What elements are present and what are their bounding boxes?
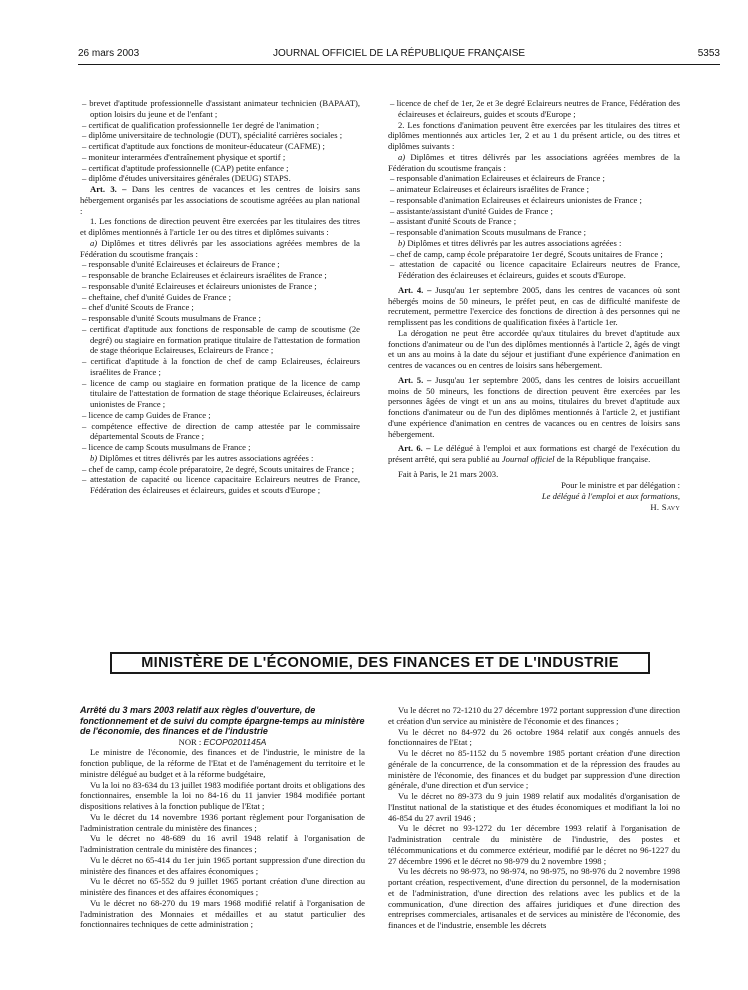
bottom-right-column — [388, 705, 680, 931]
sub-heading — [80, 238, 360, 260]
signature-name: H. Savy — [650, 501, 680, 512]
article-label: Art. 4. – — [398, 284, 432, 295]
list-item: – responsable d'animation Eclaireuses et éclaireurs unionistes de France ; — [390, 194, 642, 205]
list-item: – attestation de capacité ou licence capacitaire Eclaireurs neutres de France, Fédération des éclaireuses et éclaireurs, guides et scouts d'Europe. — [390, 259, 680, 280]
list-item: – diplôme d'études universitaires générales (DEUG) STAPS. — [82, 173, 291, 184]
sub-label: b) — [398, 237, 406, 248]
list-item: – animateur Eclaireuses et éclaireurs israélites de France ; — [390, 184, 589, 194]
header-journal-title: JOURNAL OFFICIEL DE LA RÉPUBLIQUE FRANÇAISE — [272, 48, 526, 59]
nor-label: NOR : — [178, 736, 204, 747]
article-text: Jusqu'au 1er septembre 2005, dans les centres de vacances où sont hébergés moins de 50 mineurs, le préfet peut, en cas de difficulté manifeste de recrutement, permettre l'exercice des fonctions de direction à des personnes qui ne remplissent pas les conditions de qualification fixées à l'article 1er. — [388, 284, 680, 327]
list-item: – responsable d'animation Scouts musulmans de France ; — [390, 227, 587, 237]
nor-reference — [80, 737, 365, 748]
signature-line: Pour le ministre et par délégation : — [561, 479, 680, 490]
paragraph: Vu le décret no 65-414 du 1er juin 1965 portant suppression d'une direction du ministère des finances et des affaires économiques ; — [80, 854, 365, 876]
list-item: – chef de camp, camp école préparatoire 1er degré, Scouts unitaires de France ; — [390, 248, 663, 259]
paragraph: Vu les décrets no 98-973, no 98-974, no 98-975, no 98-976 du 2 novembre 1998 portant création, respectivement, d'une direction du personnel, de la modernisation et de l'administration, d'une direction des relations avec les publics et de la communication, d'une direction des affaires juridiques et d'une direction des entreprises commerciales, artisanales et de services au ministère de l'économie, des finances et de l'industrie, ensemble les décrets — [388, 866, 680, 930]
list-item: – responsable d'unité Eclaireuses et éclaireurs de France ; — [82, 259, 280, 270]
sub-text: Diplômes et titres délivrés par les autres associations agréées : — [405, 237, 622, 248]
sub-text: Diplômes et titres délivrés par les associations agréées membres de la Fédération du scoutisme français : — [388, 151, 680, 173]
sub-heading — [80, 453, 360, 464]
article-text: Dans les centres de vacances et les centres de loisirs sans hébergement organisés par les associations de scoutisme agréées au plan national : — [80, 184, 360, 216]
list-item: – responsable d'unité Scouts musulmans de France ; — [82, 313, 261, 323]
paragraph: La dérogation ne peut être accordée qu'aux titulaires du brevet d'aptitude aux fonctions d'animateur ou de l'un des diplômes mentionnés à l'article 2, âgés de vingt et un ans au moins à la date du séjour et justifiant d'une expérience d'animation en centres de vacances ou en centres de loisirs sans hébergement. — [388, 327, 680, 370]
list-item: – certificat de qualification professionnelle 1er degré de l'animation ; — [82, 119, 320, 130]
list-item: – chef de camp, camp école préparatoire, 2e degré, Scouts unitaires de France ; — [82, 463, 355, 474]
paragraph: Vu le décret no 65-552 du 9 juillet 1965 portant création d'une direction au ministère des finances et des affaires économiques ; — [80, 876, 365, 897]
list-item: – responsable de branche Eclaireuses et éclaireurs israélites de France ; — [82, 270, 327, 280]
running-header — [78, 48, 720, 62]
paragraph: Le ministre de l'économie, des finances et de l'industrie, le ministre de la fonction publique, de la réforme de l'Etat et de l'aménagement du territoire et le ministre délégué au budget et à la réforme budgétaire, — [80, 747, 365, 779]
sub-label: a) — [90, 237, 98, 248]
paragraph: 1. Les fonctions de direction peuvent être exercées par les titulaires des titres et diplômes mentionnés à l'article 1er ou des titres et diplômes suivants : — [80, 216, 360, 237]
sub-heading — [388, 238, 680, 249]
paragraph: Vu le décret no 68-270 du 19 mars 1968 modifié relatif à l'organisation de l'administration des Monnaies et médailles et au statut particulier des fonctionnaires techniques de cette administration ; — [80, 897, 365, 930]
article-6 — [388, 443, 680, 465]
signature-title: Le délégué à l'emploi et aux formations, — [541, 490, 680, 501]
nor-code: ECOP0201145A — [203, 736, 267, 747]
paragraph: Vu le décret no 89-373 du 9 juin 1989 relatif aux modalités d'organisation de l'Institut national de la statistique et des études économiques et modifiant la loi no 46-854 du 27 avril 1946 ; — [388, 791, 680, 823]
list-item: – licence de camp Scouts musulmans de France ; — [82, 442, 251, 452]
article-text: Jusqu'au 1er septembre 2005, dans les centres de loisirs accueillant moins de 50 mineurs, les fonctions de direction peuvent être exercées par les personnes âgées de vingt et un ans au moins, titulaires du brevet d'aptitude aux fonctions d'animateur ou de l'un des diplômes mentionnés à l'article 2, et justifiant d'une expérience d'animation en centres de vacances ou en centres de loisirs sans hébergement. — [388, 374, 680, 439]
paragraph: Vu le décret no 93-1272 du 1er décembre 1993 relatif à l'organisation de l'administration centrale du ministère de l'industrie, des postes et télécommunications et du commerce extérieur, modifié par le décret no 96-1227 du 27 décembre 1996 et le décret no 98-979 du 2 novembre 1998 ; — [388, 823, 680, 866]
list-item: – licence de camp Guides de France ; — [82, 409, 211, 420]
fait-a-paris: Fait à Paris, le 21 mars 2003. — [398, 468, 499, 479]
journal-reference: Journal officiel — [501, 454, 555, 464]
header-rule — [78, 64, 720, 65]
article-4 — [388, 285, 680, 328]
list-item: – diplôme universitaire de technologie (DUT), spécialité carrières sociales ; — [82, 130, 343, 141]
arrete-title: Arrêté du 3 mars 2003 relatif aux règles d'ouverture, de fonctionnement et de suivi du compte épargne-temps au ministère de l'économie, des finances et de l'industrie — [80, 705, 365, 736]
sub-heading — [388, 152, 680, 174]
article-label: Art. 3. – — [90, 184, 127, 194]
paragraph: Vu le décret no 72-1210 du 27 décembre 1972 portant suppression d'une direction et création d'un service au ministère de l'économie et des finances ; — [388, 705, 680, 726]
list-item: – moniteur interarmées d'entraînement physique et sportif ; — [82, 151, 286, 162]
list-item: – responsable d'animation Eclaireuses et éclaireurs de France ; — [390, 173, 605, 184]
header-date: 26 mars 2003 — [78, 48, 140, 59]
list-item: – brevet d'aptitude professionnelle d'assistant animateur technicien (BAPAAT), option loisirs du jeune et de l'enfant ; — [82, 98, 360, 119]
sub-text: Diplômes et titres délivrés par les autres associations agréées : — [97, 452, 314, 463]
article-5 — [388, 375, 680, 440]
header-page-number: 5353 — [697, 48, 720, 59]
list-item: – responsable d'unité Eclaireuses et éclaireurs unionistes de France ; — [82, 280, 317, 291]
top-left-column — [80, 98, 360, 496]
signature-block — [388, 480, 680, 513]
article-3 — [80, 184, 360, 216]
article-text: de la République française. — [554, 454, 651, 464]
article-label: Art. 6. – — [398, 443, 431, 454]
list-item: – certificat d'aptitude aux fonctions de moniteur-éducateur (CAFME) ; — [82, 141, 325, 151]
list-item: – assistante/assistant d'unité Guides de France ; — [390, 205, 553, 216]
list-item: – cheftaine, chef d'unité Guides de France ; — [82, 291, 232, 302]
sub-label: a) — [398, 151, 406, 162]
top-right-column — [388, 98, 680, 513]
article-label: Art. 5. – — [398, 374, 432, 385]
list-item: – assistant d'unité Scouts de France ; — [390, 216, 517, 227]
paragraph: Vu la loi no 83-634 du 13 juillet 1983 modifiée portant droits et obligations des fonctionnaires, ensemble la loi no 84-16 du 11 janvier 1984 modifiée portant dispositions relatives à la fonction publique de l'Etat ; — [80, 779, 365, 811]
list-item: – certificat d'aptitude à la fonction de chef de camp Eclaireuses, éclaireurs israélites de France ; — [82, 356, 360, 377]
sub-label: b) — [90, 452, 98, 463]
article-text: Le délégué à l'emploi et aux formations est chargé de l'exécution du présent arrêté, qui sera publié au — [388, 443, 680, 464]
paragraph: Vu le décret no 84-972 du 26 octobre 1984 relatif aux congés annuels des fonctionnaires de l'Etat ; — [388, 726, 680, 748]
sub-text: Diplômes et titres délivrés par les associations agréées membres de la Fédération du scoutisme français : — [80, 237, 360, 259]
paragraph: Vu le décret du 14 novembre 1936 portant règlement pour l'organisation de l'administration centrale du ministère des finances ; — [80, 811, 365, 833]
list-item: – certificat d'aptitude professionnelle (CAP) petite enfance ; — [82, 162, 289, 173]
paragraph: Vu le décret no 48-689 du 16 avril 1948 relatif à l'organisation de l'administration centrale du ministère des finances ; — [80, 833, 365, 854]
ministry-banner: MINISTÈRE DE L'ÉCONOMIE, DES FINANCES ET DE L'INDUSTRIE — [110, 652, 650, 674]
list-item: – licence de camp ou stagiaire en formation pratique de la licence de camp titulaire de l'attestation de formation de stage théorique Eclaireuses, éclaireurs unionistes de France ; — [82, 377, 360, 409]
list-item: – compétence effective de direction de camp attestée par le commissaire départemental Scouts de France ; — [82, 420, 360, 442]
list-item: – licence de chef de 1er, 2e et 3e degré Eclaireurs neutres de France, Fédération des éclaireuses et éclaireurs, guides et scouts d'Europe ; — [390, 98, 680, 119]
paragraph: Vu le décret no 85-1152 du 5 novembre 1985 portant création d'une direction générale de la concurrence, de la consommation et de la répression des fraudes au ministère de l'économie, des finances et du budget par suppression d'une direction générale, d'une direction et d'un service ; — [388, 748, 680, 791]
bottom-left-column — [80, 705, 365, 930]
list-item: – chef d'unité Scouts de France ; — [82, 302, 194, 313]
paragraph: 2. Les fonctions d'animation peuvent être exercées par les titulaires des titres et diplômes mentionnés aux articles 1er, 2 et au 1 du présent article, ou des titres et diplômes suivants : — [388, 119, 680, 151]
list-item: – attestation de capacité ou licence capacitaire Eclaireurs neutres de France, Fédération des éclaireuses et éclaireurs, guides et scouts d'Europe ; — [82, 474, 360, 495]
list-item: – certificat d'aptitude aux fonctions de responsable de camp de scoutisme (2e degré) ou stagiaire en formation pratique titulaire de l'attestation de formation de stage théorique Eclaireuses, Eclaireurs de France ; — [82, 323, 360, 356]
